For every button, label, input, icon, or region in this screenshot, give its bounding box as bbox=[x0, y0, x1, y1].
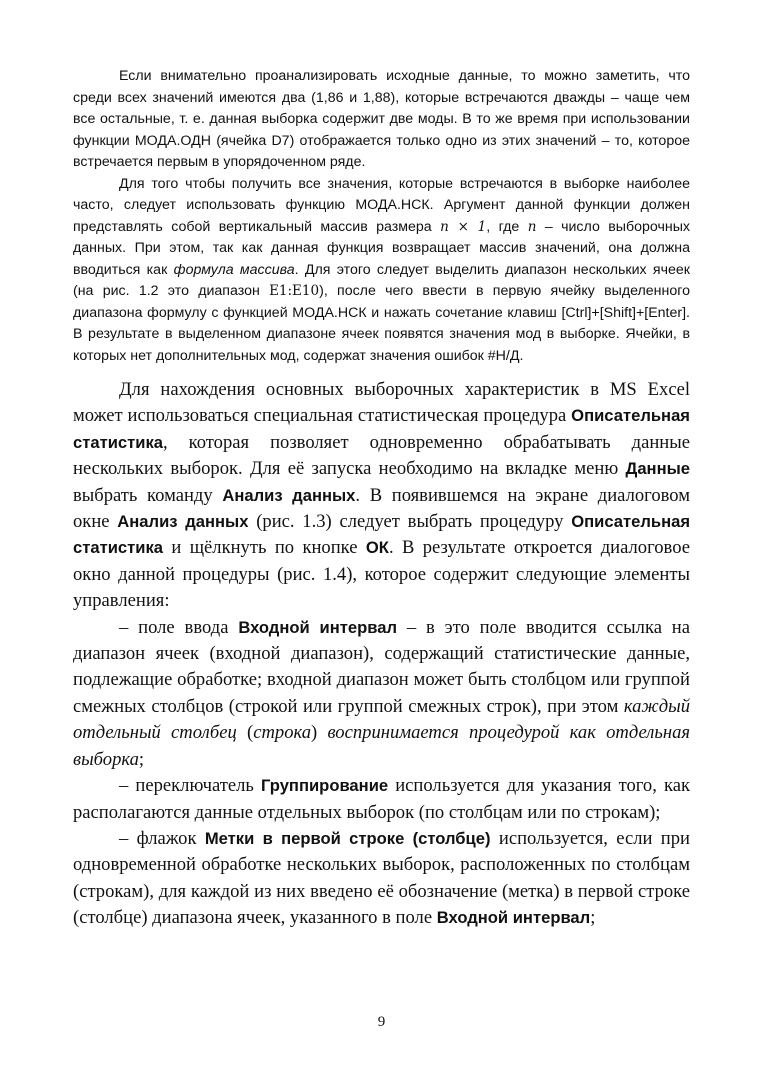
text-run: ( bbox=[236, 722, 254, 744]
bold-term: Метки в первой строке (столбце) bbox=[204, 828, 491, 848]
text-run: Для того чтобы получить все значения, которые встречаются в выборке наиболее часто, следует использовать функцию МОДА.НСК. Аргумент данной функции должен представлять собой вертикальный массив размера bbox=[73, 175, 690, 235]
bold-term: Описательная статистика bbox=[73, 406, 690, 452]
text-run: и щёлкнуть по кнопке bbox=[163, 537, 366, 559]
text-run: , где bbox=[486, 218, 528, 235]
bold-term: Входной интервал bbox=[238, 617, 397, 637]
text-run: . Для этого следует выделить диапазон нескольких ячеек (на рис. 1.2 это диапазон bbox=[73, 261, 690, 299]
text-run: ) bbox=[311, 722, 328, 744]
italic-term: воспринимается процедурой как отдельная выборка bbox=[73, 722, 691, 770]
italic-term: строка bbox=[253, 722, 312, 744]
text-run: Для нахождения основных выборочных характеристик в MS Excel может использоваться специальная статистическая процедура bbox=[73, 379, 690, 427]
text-run: используется для указания того, как располагаются данные отдельных выборок (по столбцам или по строкам); bbox=[73, 775, 690, 823]
bold-term: Описательная статистика bbox=[73, 512, 691, 558]
bold-term: Анализ данных bbox=[117, 512, 249, 532]
italic-term: формула массива bbox=[173, 261, 295, 278]
text-run: используется, если при одновременной обработке нескольких выборок, расположенных по столбцам (строкам), для каждой из них введено её обозначение (метка) в первой строке (столбце) диапазона ячеек, указанного в поле bbox=[73, 827, 690, 929]
text-run: ; bbox=[138, 748, 145, 770]
page-number: 9 bbox=[377, 1014, 386, 1030]
text-run: ), после чего ввести в первую ячейку выделенного диапазона формулу с функцией МОДА.НСК и нажать сочетание клавиш [Ctrl]+[Shift]+[Enter]. В результате в выделенном диапазоне ячеек появятся значения мод в выборке. Ячейки, в которых нет дополнительных мод, содержат значения ошибок #Н/Д. bbox=[73, 283, 690, 364]
paragraph-descriptive-stats bbox=[73, 377, 690, 615]
page-body bbox=[73, 66, 690, 932]
math-size: n × 1 bbox=[440, 218, 487, 235]
text-run: – в это поле вводится ссылка на диапазон ячеек (входной диапазон), содержащий статистические данные, подлежащие обработке; входной диапазон может быть столбцом или группой смежных столбцов (строкой или группой смежных строк), при этом bbox=[73, 616, 691, 717]
text-run: . В результате откроется диалоговое окно данной процедуры (рис. 1.4), которое содержит следующие элементы управления: bbox=[73, 537, 690, 612]
list-item-grouping bbox=[73, 773, 690, 826]
text-run: – переключатель bbox=[119, 775, 262, 797]
text-run: – поле ввода bbox=[119, 616, 239, 638]
bold-term: Данные bbox=[625, 459, 690, 479]
text-run: – число выборочных данных. При этом, так как данная функция возвращает массив значений, она должна вводиться как bbox=[73, 218, 691, 278]
cell-range: E1:E10 bbox=[269, 283, 320, 299]
list-item-labels bbox=[73, 826, 690, 932]
bold-term: ОК bbox=[365, 538, 389, 558]
bold-term: Входной интервал bbox=[436, 908, 591, 928]
math-n: n bbox=[527, 218, 537, 235]
text-run: , которая позволяет одновременно обрабатывать данные нескольких выборок. Для её запуска необходимо на вкладке меню bbox=[73, 431, 690, 480]
paragraph-moda-nsk bbox=[73, 174, 690, 368]
bold-term: Анализ данных bbox=[222, 485, 356, 505]
text-run: (рис. 1.3) следует выбрать процедуру bbox=[248, 511, 572, 533]
text-run: – флажок bbox=[119, 827, 205, 849]
paragraph-mode-explanation bbox=[73, 66, 690, 174]
bold-term: Группирование bbox=[261, 776, 389, 796]
text-run: выбрать команду bbox=[73, 484, 223, 506]
list-item-input-range bbox=[73, 615, 690, 773]
italic-term: каждый отдельный столбец bbox=[73, 695, 690, 744]
text-run: . В появившемся на экране диалоговом окне bbox=[73, 484, 690, 533]
text-run: Если внимательно проанализировать исходные данные, то можно заметить, что среди всех значений имеются два (1,86 и 1,88), которые встречаются дважды – чаще чем все остальные, т. е. данная выборка содержит две моды. В то же время при использовании функции МОДА.ОДН (ячейка D7) отображается только одно из этих значений – то, которое встречается первым в упорядоченном ряде. bbox=[73, 68, 690, 170]
text-run: ; bbox=[590, 907, 596, 929]
